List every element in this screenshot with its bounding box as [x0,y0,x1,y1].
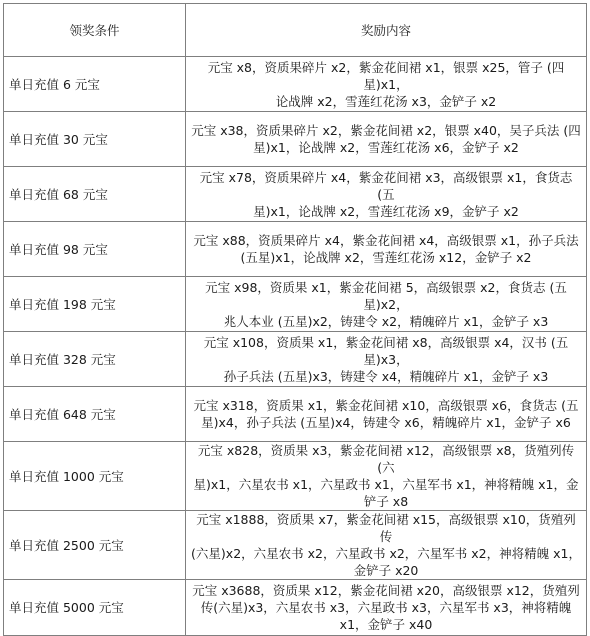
condition-cell: 单日充值 648 元宝 [4,387,186,442]
table-row [4,580,587,636]
table-header-row [4,4,587,57]
table-row [4,167,587,222]
reward-cell: 元宝 x78，资质果碎片 x4，紫金花间裙 x3，高级银票 x1，食货志 (五 星)x1，论战牌 x2，雪莲红花汤 x9，金铲子 x2 [186,167,587,222]
header-reward: 奖励内容 [186,4,587,57]
table-row [4,332,587,387]
reward-cell: 元宝 x8，资质果碎片 x2，紫金花间裙 x1，银票 x25，管子 (四星)x1， 论战牌 x2，雪莲红花汤 x3，金铲子 x2 [186,57,587,112]
condition-cell: 单日充值 198 元宝 [4,277,186,332]
reward-cell: 元宝 x3688，资质果 x12，紫金花间裙 x20，高级银票 x12，货殖列 传(六星)x3，六星农书 x3，六星政书 x3，六星军书 x3，神将精魄 x1，金铲子 x40 [186,580,587,636]
condition-cell: 单日充值 6 元宝 [4,57,186,112]
reward-cell: 元宝 x38，资质果碎片 x2，紫金花间裙 x2，银票 x40，吴子兵法 (四 星)x1，论战牌 x2，雪莲红花汤 x6，金铲子 x2 [186,112,587,167]
reward-cell: 元宝 x1888，资质果 x7，紫金花间裙 x15，高级银票 x10，货殖列传 (六星)x2，六星农书 x2，六星政书 x2，六星军书 x2，神将精魄 x1， 金铲子 x20 [186,511,587,580]
condition-cell: 单日充值 2500 元宝 [4,511,186,580]
table-row [4,112,587,167]
table-row [4,442,587,511]
condition-cell: 单日充值 5000 元宝 [4,580,186,636]
table-row [4,511,587,580]
header-condition: 领奖条件 [4,4,186,57]
reward-cell: 元宝 x88，资质果碎片 x4，紫金花间裙 x4，高级银票 x1，孙子兵法 (五星)x1，论战牌 x2，雪莲红花汤 x12，金铲子 x2 [186,222,587,277]
table-row [4,277,587,332]
reward-table [3,3,587,636]
condition-cell: 单日充值 98 元宝 [4,222,186,277]
table-row [4,57,587,112]
condition-cell: 单日充值 68 元宝 [4,167,186,222]
condition-cell: 单日充值 1000 元宝 [4,442,186,511]
condition-cell: 单日充值 328 元宝 [4,332,186,387]
reward-cell: 元宝 x98，资质果 x1，紫金花间裙 5，高级银票 x2，食货志 (五星)x2， 兆人本业 (五星)x2，铸建令 x2，精魄碎片 x1，金铲子 x3 [186,277,587,332]
condition-cell: 单日充值 30 元宝 [4,112,186,167]
reward-cell: 元宝 x828，资质果 x3，紫金花间裙 x12，高级银票 x8，货殖列传 (六 星)x1，六星农书 x1，六星政书 x1，六星军书 x1，神将精魄 x1，金 铲子 x8 [186,442,587,511]
table-row [4,222,587,277]
reward-cell: 元宝 x108，资质果 x1，紫金花间裙 x8，高级银票 x4，汉书 (五星)x3， 孙子兵法 (五星)x3，铸建令 x4，精魄碎片 x1，金铲子 x3 [186,332,587,387]
table-row [4,387,587,442]
reward-cell: 元宝 x318，资质果 x1，紫金花间裙 x10，高级银票 x6，食货志 (五 星)x4，孙子兵法 (五星)x4，铸建令 x6，精魄碎片 x1，金铲子 x6 [186,387,587,442]
